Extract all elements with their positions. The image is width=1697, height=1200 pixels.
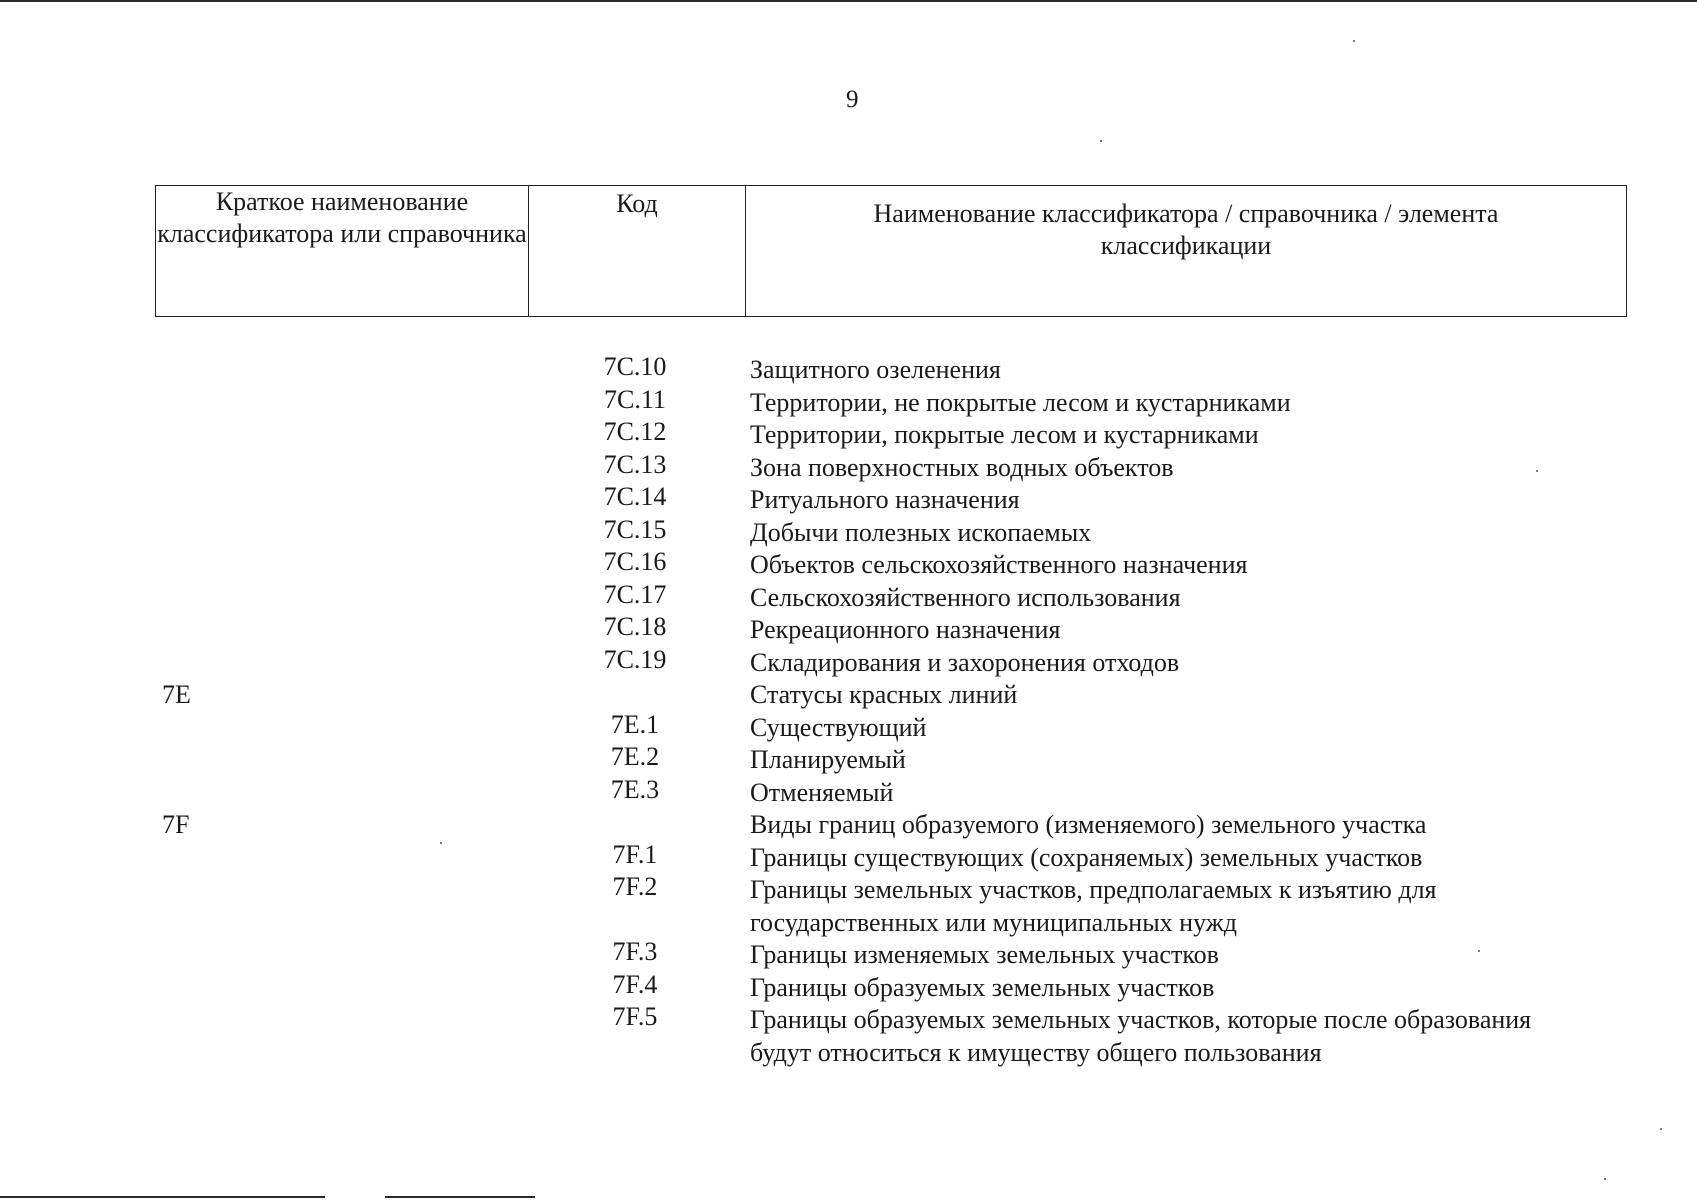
row-name: Границы земельных участков, предполагаемых к изъятию для государственных или муниципальных нужд [750, 875, 1437, 937]
scan-speck [1604, 1178, 1606, 1180]
row-name: Территории, не покрытые лесом и кустарниками [750, 387, 1291, 417]
table-row [0, 384, 1697, 420]
table-row [0, 514, 1697, 550]
table-row [0, 679, 1697, 712]
row-code: 7E.2 [610, 742, 660, 771]
row-name: Границы существующих (сохраняемых) земельных участков [750, 842, 1423, 872]
row-name: Границы изменяемых земельных участков [750, 940, 1219, 969]
row-code: 7C.16 [603, 547, 667, 576]
table-row [0, 484, 1697, 517]
row-name: Планируемый [750, 745, 906, 774]
scan-speck [1478, 950, 1480, 952]
row-code: 7C.12 [603, 417, 667, 446]
scan-speck [1353, 40, 1355, 42]
scan-speck [1660, 1128, 1662, 1130]
row-short-name: 7E [162, 680, 191, 709]
table-header [155, 185, 1627, 317]
row-name: Отменяемый [750, 777, 894, 807]
row-name: Сельскохозяйственного использования [750, 582, 1181, 612]
row-short-name: 7F [162, 810, 190, 839]
row-name: Объектов сельскохозяйственного назначения [750, 550, 1248, 579]
table-row [0, 744, 1697, 777]
table-row [0, 709, 1697, 745]
row-name: Границы образуемых земельных участков [750, 972, 1215, 1002]
table-row [0, 449, 1697, 485]
row-name: Статусы красных линий [750, 680, 1018, 709]
table-row [0, 774, 1697, 810]
scan-speck [1100, 140, 1102, 142]
row-name: Существующий [750, 712, 927, 742]
bottom-scan-edge-right [385, 1196, 535, 1198]
table-row [0, 614, 1697, 647]
table-row [0, 549, 1697, 582]
row-code: 7F.1 [612, 839, 658, 869]
row-name: Виды границ образуемого (изменяемого) земельного участка [750, 810, 1427, 839]
top-scan-edge [0, 0, 1697, 2]
row-code: 7C.13 [603, 449, 667, 479]
row-name: Территории, покрытые лесом и кустарниками [750, 420, 1259, 449]
row-name: Складирования и захоронения отходов [750, 647, 1180, 677]
table-row [0, 969, 1697, 1005]
table-row [0, 809, 1697, 842]
row-code: 7C.17 [603, 579, 667, 609]
header-code: Код [529, 186, 746, 316]
table-row [0, 354, 1697, 387]
row-code: 7F.5 [612, 1002, 658, 1031]
row-code: 7C.15 [603, 514, 667, 544]
row-name: Рекреационного назначения [750, 615, 1061, 644]
page-number: 9 [846, 86, 859, 113]
table-row [0, 839, 1697, 875]
bottom-scan-edge-left [0, 1196, 325, 1198]
table-row [0, 939, 1697, 972]
row-code: 7F.4 [612, 969, 658, 999]
row-code: 7F.2 [612, 872, 658, 901]
row-name: Защитного озеленения [750, 355, 1001, 384]
row-name: Границы образуемых земельных участков, которые после образования будут относиться к имуществу общего пользования [750, 1005, 1532, 1067]
row-name: Зона поверхностных водных объектов [750, 452, 1174, 482]
scan-speck [440, 842, 442, 844]
row-code: 7E.3 [610, 774, 660, 804]
row-name: Ритуального назначения [750, 485, 1020, 514]
row-code: 7C.18 [603, 612, 667, 641]
row-code: 7F.3 [612, 937, 658, 966]
header-full-name: Наименование классификатора / справочника / элемента классификации [873, 199, 1499, 260]
table-row [0, 579, 1697, 615]
row-code: 7C.10 [603, 352, 667, 381]
scan-speck [1536, 470, 1538, 472]
table-row [0, 1004, 1697, 1069]
header-short-name: Краткое наименование классификатора или справочника [156, 186, 529, 316]
row-name: Добычи полезных ископаемых [750, 517, 1092, 547]
table-row [0, 419, 1697, 452]
row-code: 7E.1 [610, 709, 660, 739]
row-code: 7C.19 [603, 644, 667, 674]
row-code: 7C.14 [603, 482, 667, 511]
table-row [0, 644, 1697, 680]
table-row [0, 874, 1697, 939]
table-body [0, 354, 1697, 1069]
row-code: 7C.11 [604, 384, 666, 414]
